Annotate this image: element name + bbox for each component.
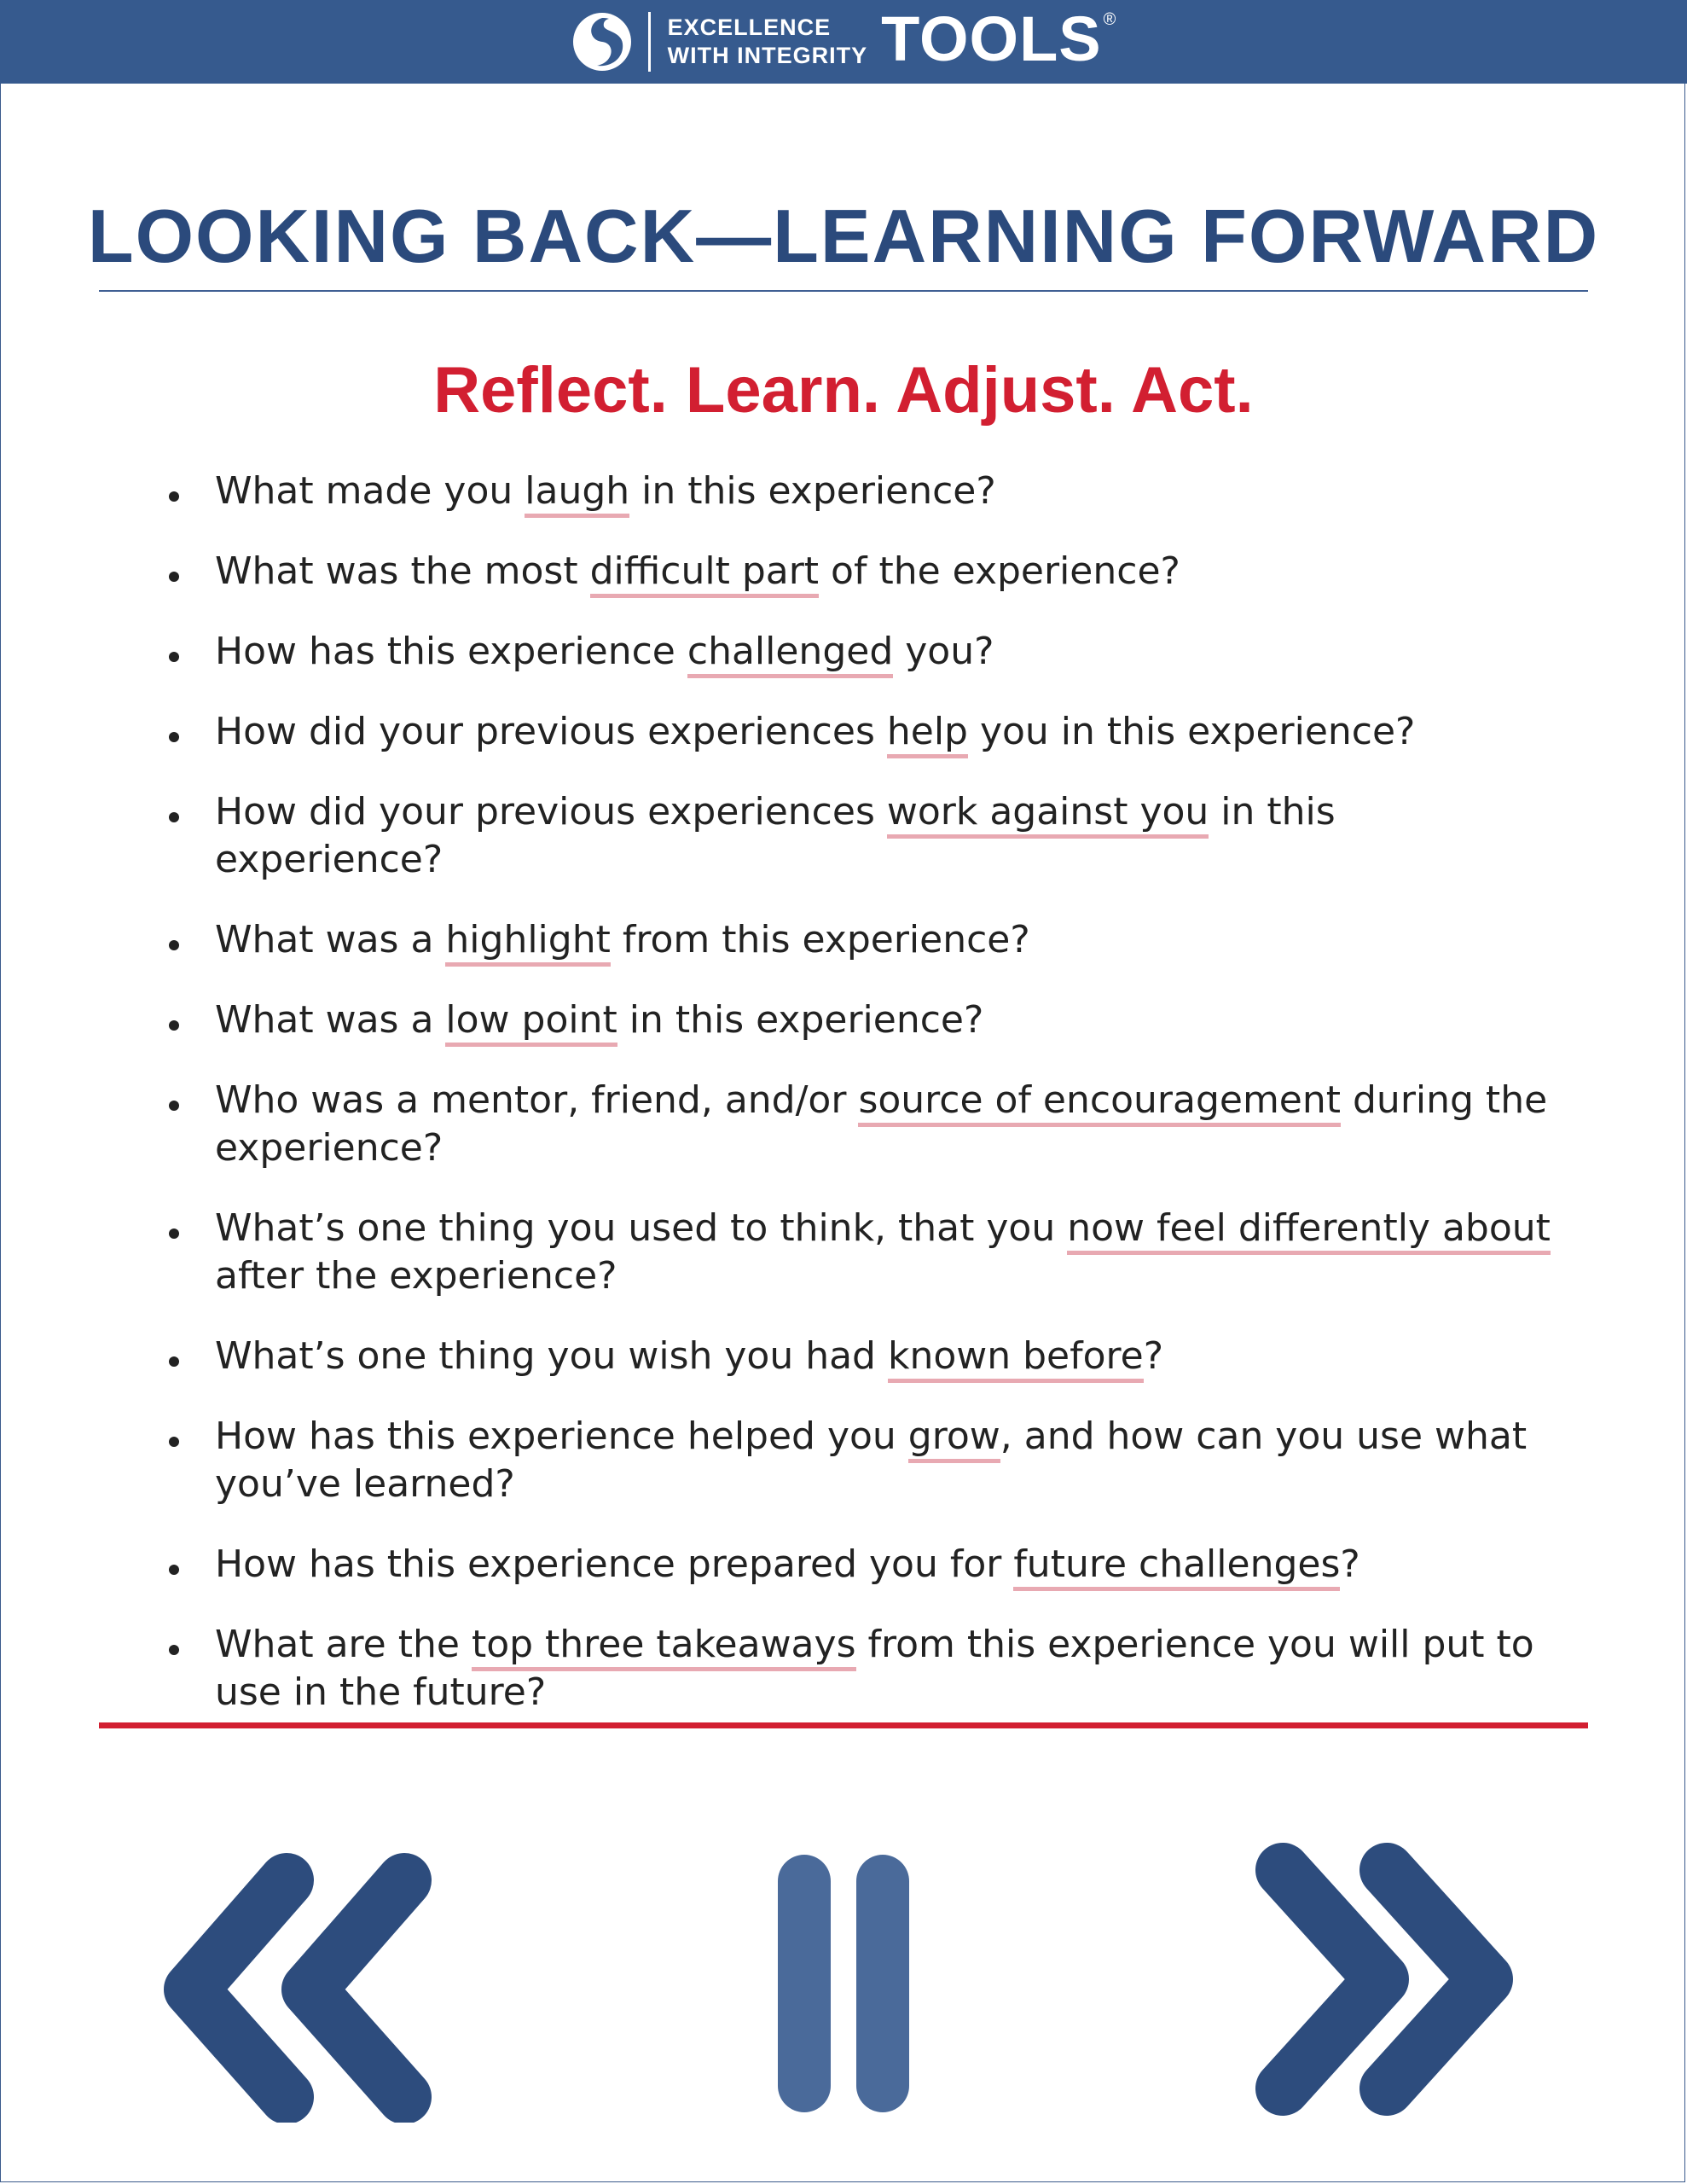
question-text: What was the most	[215, 549, 590, 593]
question-text: How has this experience helped you	[215, 1414, 908, 1458]
header-bar	[0, 0, 1687, 84]
question-text: What was a	[215, 998, 446, 1042]
question-text: Who was a mentor, friend, and/or	[215, 1078, 859, 1122]
question-item-4	[154, 708, 1552, 756]
question-item-9	[154, 1205, 1552, 1300]
tagline-line-2: WITH INTEGRITY	[667, 43, 868, 68]
question-text: after the experience?	[215, 1254, 617, 1298]
question-item-8	[154, 1077, 1552, 1172]
question-text: in this experience?	[629, 469, 996, 513]
tagline-line-1: EXCELLENCE	[667, 15, 832, 40]
logo-mark-icon	[571, 11, 633, 73]
question-text: in this experience?	[215, 790, 1336, 881]
question-text: What made you	[215, 469, 525, 513]
title-divider	[99, 290, 1588, 292]
logo-divider	[648, 12, 651, 72]
question-text: ?	[1340, 1542, 1360, 1586]
question-text: from this experience?	[610, 918, 1030, 961]
fast-forward-icon	[1237, 1836, 1527, 2117]
question-item-10	[154, 1333, 1552, 1380]
question-item-12	[154, 1541, 1552, 1589]
question-text: What are the	[215, 1623, 472, 1666]
question-keyword: laugh	[525, 469, 629, 518]
question-keyword: challenged	[687, 630, 893, 678]
pause-icon	[774, 1851, 913, 2117]
question-keyword: source of encouragement	[858, 1078, 1341, 1127]
bottom-divider	[99, 1722, 1588, 1728]
question-text: How did your previous experiences	[215, 790, 887, 834]
rewind-icon	[160, 1850, 450, 2123]
question-item-1	[154, 468, 1552, 515]
question-keyword: top three takeaways	[472, 1623, 856, 1671]
question-text: How has this experience	[215, 630, 687, 673]
brand-logo	[571, 3, 1116, 78]
tagline	[668, 14, 867, 70]
page-subtitle: Reflect. Learn. Adjust. Act.	[433, 354, 1254, 427]
question-text: What’s one thing you wish you had	[215, 1334, 888, 1378]
question-text: in this experience?	[617, 998, 984, 1042]
question-keyword: work against you	[887, 790, 1209, 839]
question-text: What was a	[215, 918, 446, 961]
question-text: you?	[893, 630, 994, 673]
question-item-2	[154, 548, 1552, 595]
question-list	[154, 468, 1552, 1749]
question-text: How did your previous experiences	[215, 710, 887, 753]
question-keyword: difficult part	[590, 549, 819, 598]
question-keyword: grow	[908, 1414, 1000, 1463]
question-keyword: future challenges	[1013, 1542, 1340, 1591]
question-keyword: low point	[445, 998, 617, 1047]
question-keyword: known before	[888, 1334, 1144, 1383]
question-text: How has this experience prepared you for	[215, 1542, 1014, 1586]
brand-name: TOOLS	[881, 3, 1102, 74]
registered-mark: ®	[1103, 9, 1116, 29]
question-keyword: highlight	[445, 918, 610, 967]
question-text: you in this experience?	[967, 710, 1416, 753]
question-item-6	[154, 916, 1552, 964]
page-title: LOOKING BACK—LEARNING FORWARD	[87, 194, 1600, 278]
question-item-5	[154, 788, 1552, 884]
question-text: from this experience you will put to use in the future?	[215, 1623, 1534, 1714]
question-text: What’s one thing you used to think, that you	[215, 1206, 1068, 1250]
question-item-3	[154, 628, 1552, 676]
question-text: , and how can you use what you’ve learned?	[215, 1414, 1528, 1506]
question-keyword: help	[887, 710, 968, 758]
question-item-11	[154, 1413, 1552, 1508]
question-item-7	[154, 996, 1552, 1044]
question-text: of the experience?	[819, 549, 1180, 593]
question-keyword: now feel differently about	[1067, 1206, 1551, 1255]
question-text: during the experience?	[215, 1078, 1548, 1170]
question-text: ?	[1143, 1334, 1164, 1378]
question-item-13	[154, 1621, 1552, 1716]
